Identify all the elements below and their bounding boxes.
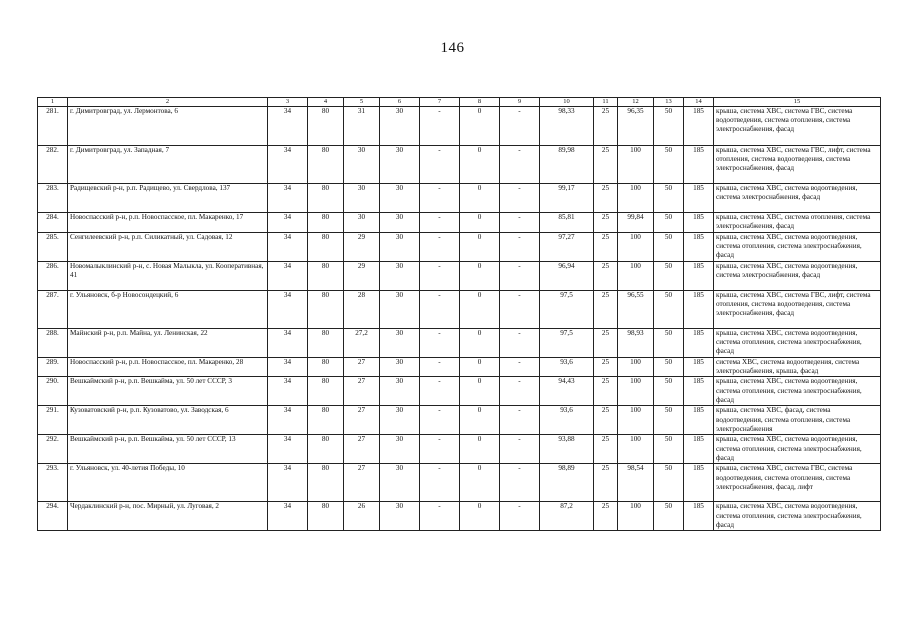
value-cell-8: 0 <box>460 377 500 406</box>
value-cell-3: 34 <box>268 146 308 184</box>
value-cell-14: 185 <box>684 358 714 377</box>
value-cell-14: 185 <box>684 213 714 233</box>
column-header: 1 <box>38 98 68 107</box>
value-cell-8: 0 <box>460 406 500 435</box>
column-header: 3 <box>268 98 308 107</box>
value-cell-12: 100 <box>618 406 654 435</box>
column-header: 5 <box>344 98 380 107</box>
works-cell: крыша, система ХВС, система ГВС, система водоотведения, система отопления, система электроснабжения, фасад, лифт <box>714 464 881 502</box>
value-cell-10: 97,5 <box>540 329 594 358</box>
value-cell-6: 30 <box>380 502 420 531</box>
value-cell-8: 0 <box>460 233 500 262</box>
value-cell-4: 80 <box>308 435 344 464</box>
value-cell-12: 100 <box>618 358 654 377</box>
value-cell-9: - <box>500 291 540 329</box>
value-cell-13: 50 <box>654 435 684 464</box>
value-cell-14: 185 <box>684 146 714 184</box>
value-cell-5: 30 <box>344 184 380 213</box>
row-number: 285. <box>38 233 68 262</box>
value-cell-6: 30 <box>380 184 420 213</box>
value-cell-12: 99,84 <box>618 213 654 233</box>
table-row <box>38 262 881 291</box>
value-cell-7: - <box>420 184 460 213</box>
value-cell-4: 80 <box>308 233 344 262</box>
column-header: 8 <box>460 98 500 107</box>
value-cell-7: - <box>420 435 460 464</box>
value-cell-4: 80 <box>308 146 344 184</box>
value-cell-14: 185 <box>684 262 714 291</box>
value-cell-6: 30 <box>380 377 420 406</box>
value-cell-12: 100 <box>618 262 654 291</box>
value-cell-3: 34 <box>268 406 308 435</box>
value-cell-4: 80 <box>308 184 344 213</box>
column-header: 13 <box>654 98 684 107</box>
works-cell: крыша, система ХВС, система водоотведения, система отопления, система электроснабжения, фасад <box>714 502 881 531</box>
value-cell-11: 25 <box>594 502 618 531</box>
value-cell-3: 34 <box>268 262 308 291</box>
value-cell-11: 25 <box>594 406 618 435</box>
value-cell-8: 0 <box>460 146 500 184</box>
value-cell-14: 185 <box>684 377 714 406</box>
value-cell-10: 98,33 <box>540 107 594 146</box>
value-cell-11: 25 <box>594 329 618 358</box>
value-cell-13: 50 <box>654 502 684 531</box>
address-cell: Новоспасский р-н, р.п. Новоспасское, пл. Макаренко, 28 <box>68 358 268 377</box>
value-cell-7: - <box>420 406 460 435</box>
value-cell-13: 50 <box>654 377 684 406</box>
column-header: 11 <box>594 98 618 107</box>
column-header: 12 <box>618 98 654 107</box>
value-cell-12: 96,35 <box>618 107 654 146</box>
value-cell-4: 80 <box>308 464 344 502</box>
row-number: 293. <box>38 464 68 502</box>
value-cell-11: 25 <box>594 146 618 184</box>
value-cell-10: 98,89 <box>540 464 594 502</box>
table-row <box>38 291 881 329</box>
address-cell: Новоспасский р-н, р.п. Новоспасское, пл. Макаренко, 17 <box>68 213 268 233</box>
value-cell-3: 34 <box>268 358 308 377</box>
works-cell: крыша, система ХВС, система водоотведения, система отопления, система электроснабжения, фасад <box>714 377 881 406</box>
works-cell: крыша, система ХВС, система отопления, система электроснабжения, фасад <box>714 213 881 233</box>
column-header: 9 <box>500 98 540 107</box>
value-cell-6: 30 <box>380 233 420 262</box>
value-cell-9: - <box>500 107 540 146</box>
value-cell-4: 80 <box>308 377 344 406</box>
value-cell-12: 100 <box>618 146 654 184</box>
value-cell-8: 0 <box>460 502 500 531</box>
column-header: 7 <box>420 98 460 107</box>
value-cell-14: 185 <box>684 329 714 358</box>
row-number: 286. <box>38 262 68 291</box>
row-number: 288. <box>38 329 68 358</box>
value-cell-13: 50 <box>654 184 684 213</box>
value-cell-10: 99,17 <box>540 184 594 213</box>
value-cell-8: 0 <box>460 107 500 146</box>
table-row <box>38 107 881 146</box>
value-cell-4: 80 <box>308 329 344 358</box>
value-cell-14: 185 <box>684 184 714 213</box>
works-cell: крыша, система ХВС, система ГВС, лифт, система отопления, система водоотведения, система электроснабжения, фасад <box>714 291 881 329</box>
column-header: 15 <box>714 98 881 107</box>
value-cell-3: 34 <box>268 502 308 531</box>
column-header: 4 <box>308 98 344 107</box>
value-cell-8: 0 <box>460 291 500 329</box>
value-cell-8: 0 <box>460 213 500 233</box>
value-cell-5: 30 <box>344 213 380 233</box>
value-cell-8: 0 <box>460 435 500 464</box>
row-number: 282. <box>38 146 68 184</box>
value-cell-5: 27 <box>344 377 380 406</box>
value-cell-10: 87,2 <box>540 502 594 531</box>
value-cell-10: 85,81 <box>540 213 594 233</box>
value-cell-4: 80 <box>308 291 344 329</box>
value-cell-5: 27 <box>344 406 380 435</box>
address-cell: г. Ульяновск, б-р Новосондецкий, 6 <box>68 291 268 329</box>
works-cell: крыша, система ХВС, система водоотведения, система электроснабжения, фасад <box>714 184 881 213</box>
value-cell-9: - <box>500 464 540 502</box>
value-cell-9: - <box>500 146 540 184</box>
column-header: 2 <box>68 98 268 107</box>
works-cell: крыша, система ХВС, система водоотведения, система отопления, система электроснабжения, фасад <box>714 435 881 464</box>
value-cell-13: 50 <box>654 358 684 377</box>
value-cell-4: 80 <box>308 213 344 233</box>
value-cell-12: 98,54 <box>618 464 654 502</box>
column-header: 14 <box>684 98 714 107</box>
value-cell-9: - <box>500 435 540 464</box>
value-cell-11: 25 <box>594 435 618 464</box>
header-row <box>38 98 881 107</box>
value-cell-8: 0 <box>460 358 500 377</box>
value-cell-5: 27,2 <box>344 329 380 358</box>
value-cell-5: 31 <box>344 107 380 146</box>
table-row <box>38 233 881 262</box>
column-header: 10 <box>540 98 594 107</box>
value-cell-9: - <box>500 377 540 406</box>
row-number: 284. <box>38 213 68 233</box>
value-cell-14: 185 <box>684 406 714 435</box>
value-cell-13: 50 <box>654 406 684 435</box>
value-cell-11: 25 <box>594 377 618 406</box>
address-cell: Сенгилеевский р-н, р.п. Силикатный, ул. Садовая, 12 <box>68 233 268 262</box>
table-row <box>38 184 881 213</box>
value-cell-3: 34 <box>268 329 308 358</box>
row-number: 289. <box>38 358 68 377</box>
value-cell-6: 30 <box>380 146 420 184</box>
row-number: 281. <box>38 107 68 146</box>
value-cell-5: 26 <box>344 502 380 531</box>
value-cell-10: 93,88 <box>540 435 594 464</box>
value-cell-3: 34 <box>268 377 308 406</box>
address-cell: Чердаклинский р-н, пос. Мирный, ул. Луговая, 2 <box>68 502 268 531</box>
table-row <box>38 464 881 502</box>
address-cell: Радищевский р-н, р.п. Радищево, ул. Свердлова, 137 <box>68 184 268 213</box>
row-number: 291. <box>38 406 68 435</box>
page-number: 146 <box>440 40 465 56</box>
works-cell: система ХВС, система водоотведения, система электроснабжения, крыша, фасад <box>714 358 881 377</box>
value-cell-4: 80 <box>308 358 344 377</box>
building-registry-table <box>37 97 881 531</box>
table-row <box>38 213 881 233</box>
table-body <box>38 107 881 531</box>
value-cell-5: 27 <box>344 464 380 502</box>
value-cell-3: 34 <box>268 435 308 464</box>
works-cell: крыша, система ХВС, фасад, система водоотведения, система отопления, система электроснабжения <box>714 406 881 435</box>
value-cell-7: - <box>420 358 460 377</box>
table-row <box>38 358 881 377</box>
value-cell-13: 50 <box>654 213 684 233</box>
value-cell-12: 100 <box>618 233 654 262</box>
value-cell-5: 29 <box>344 262 380 291</box>
value-cell-13: 50 <box>654 107 684 146</box>
table-row <box>38 146 881 184</box>
works-cell: крыша, система ХВС, система водоотведения, система отопления, система электроснабжения, фасад <box>714 329 881 358</box>
value-cell-6: 30 <box>380 291 420 329</box>
value-cell-9: - <box>500 502 540 531</box>
value-cell-3: 34 <box>268 233 308 262</box>
value-cell-13: 50 <box>654 146 684 184</box>
address-cell: г. Ульяновск, ул. 40-летия Победы, 10 <box>68 464 268 502</box>
value-cell-12: 100 <box>618 502 654 531</box>
value-cell-6: 30 <box>380 406 420 435</box>
value-cell-7: - <box>420 329 460 358</box>
value-cell-14: 185 <box>684 107 714 146</box>
address-cell: г. Димитровград, ул. Западная, 7 <box>68 146 268 184</box>
table-row <box>38 329 881 358</box>
address-cell: Вешкаймский р-н, р.п. Вешкайма, ул. 50 лет СССР, 13 <box>68 435 268 464</box>
value-cell-7: - <box>420 107 460 146</box>
value-cell-9: - <box>500 213 540 233</box>
column-header: 6 <box>380 98 420 107</box>
value-cell-10: 94,43 <box>540 377 594 406</box>
value-cell-5: 27 <box>344 358 380 377</box>
value-cell-12: 96,55 <box>618 291 654 329</box>
value-cell-4: 80 <box>308 262 344 291</box>
value-cell-13: 50 <box>654 464 684 502</box>
table-row <box>38 435 881 464</box>
value-cell-11: 25 <box>594 184 618 213</box>
value-cell-13: 50 <box>654 291 684 329</box>
value-cell-9: - <box>500 233 540 262</box>
table-row <box>38 377 881 406</box>
value-cell-6: 30 <box>380 358 420 377</box>
value-cell-11: 25 <box>594 213 618 233</box>
table-row <box>38 406 881 435</box>
value-cell-12: 98,93 <box>618 329 654 358</box>
value-cell-7: - <box>420 233 460 262</box>
value-cell-4: 80 <box>308 502 344 531</box>
address-cell: Новомалыклинский р-н, с. Новая Малыкла, ул. Кооперативная, 41 <box>68 262 268 291</box>
value-cell-14: 185 <box>684 233 714 262</box>
value-cell-14: 185 <box>684 464 714 502</box>
works-cell: крыша, система ХВС, система ГВС, лифт, система отопления, система водоотведения, система электроснабжения, фасад <box>714 146 881 184</box>
value-cell-13: 50 <box>654 262 684 291</box>
works-cell: крыша, система ХВС, система водоотведения, система отопления, система электроснабжения, фасад <box>714 233 881 262</box>
table-row <box>38 502 881 531</box>
value-cell-4: 80 <box>308 107 344 146</box>
works-cell: крыша, система ХВС, система ГВС, система водоотведения, система отопления, система электроснабжения, фасад <box>714 107 881 146</box>
row-number: 290. <box>38 377 68 406</box>
value-cell-11: 25 <box>594 107 618 146</box>
value-cell-9: - <box>500 406 540 435</box>
value-cell-3: 34 <box>268 464 308 502</box>
value-cell-3: 34 <box>268 184 308 213</box>
value-cell-12: 100 <box>618 184 654 213</box>
value-cell-10: 97,27 <box>540 233 594 262</box>
value-cell-7: - <box>420 213 460 233</box>
value-cell-3: 34 <box>268 291 308 329</box>
value-cell-11: 25 <box>594 464 618 502</box>
value-cell-5: 28 <box>344 291 380 329</box>
value-cell-11: 25 <box>594 233 618 262</box>
row-number: 287. <box>38 291 68 329</box>
value-cell-6: 30 <box>380 107 420 146</box>
value-cell-9: - <box>500 262 540 291</box>
value-cell-9: - <box>500 358 540 377</box>
value-cell-11: 25 <box>594 291 618 329</box>
value-cell-6: 30 <box>380 213 420 233</box>
address-cell: Майнский р-н, р.п. Майна, ул. Ленинская, 22 <box>68 329 268 358</box>
value-cell-6: 30 <box>380 464 420 502</box>
value-cell-7: - <box>420 464 460 502</box>
value-cell-10: 96,94 <box>540 262 594 291</box>
value-cell-8: 0 <box>460 329 500 358</box>
value-cell-3: 34 <box>268 107 308 146</box>
value-cell-14: 185 <box>684 435 714 464</box>
address-cell: Вешкаймский р-н, р.п. Вешкайма, ул. 50 лет СССР, 3 <box>68 377 268 406</box>
value-cell-9: - <box>500 329 540 358</box>
row-number: 294. <box>38 502 68 531</box>
value-cell-10: 97,5 <box>540 291 594 329</box>
value-cell-13: 50 <box>654 329 684 358</box>
value-cell-5: 30 <box>344 146 380 184</box>
value-cell-11: 25 <box>594 358 618 377</box>
value-cell-10: 93,6 <box>540 358 594 377</box>
value-cell-7: - <box>420 262 460 291</box>
value-cell-14: 185 <box>684 502 714 531</box>
value-cell-8: 0 <box>460 262 500 291</box>
value-cell-5: 27 <box>344 435 380 464</box>
value-cell-8: 0 <box>460 464 500 502</box>
value-cell-7: - <box>420 377 460 406</box>
value-cell-12: 100 <box>618 377 654 406</box>
row-number: 283. <box>38 184 68 213</box>
value-cell-10: 93,6 <box>540 406 594 435</box>
row-number: 292. <box>38 435 68 464</box>
works-cell: крыша, система ХВС, система водоотведения, система электроснабжения, фасад <box>714 262 881 291</box>
value-cell-14: 185 <box>684 291 714 329</box>
value-cell-8: 0 <box>460 184 500 213</box>
value-cell-7: - <box>420 146 460 184</box>
value-cell-13: 50 <box>654 233 684 262</box>
value-cell-7: - <box>420 291 460 329</box>
value-cell-9: - <box>500 184 540 213</box>
value-cell-6: 30 <box>380 262 420 291</box>
value-cell-7: - <box>420 502 460 531</box>
value-cell-11: 25 <box>594 262 618 291</box>
value-cell-3: 34 <box>268 213 308 233</box>
value-cell-4: 80 <box>308 406 344 435</box>
value-cell-10: 89,98 <box>540 146 594 184</box>
value-cell-6: 30 <box>380 329 420 358</box>
value-cell-12: 100 <box>618 435 654 464</box>
value-cell-6: 30 <box>380 435 420 464</box>
address-cell: Кузоватовский р-н, р.п. Кузоватово, ул. Заводская, 6 <box>68 406 268 435</box>
value-cell-5: 29 <box>344 233 380 262</box>
address-cell: г. Димитровград, ул. Лермонтова, 6 <box>68 107 268 146</box>
